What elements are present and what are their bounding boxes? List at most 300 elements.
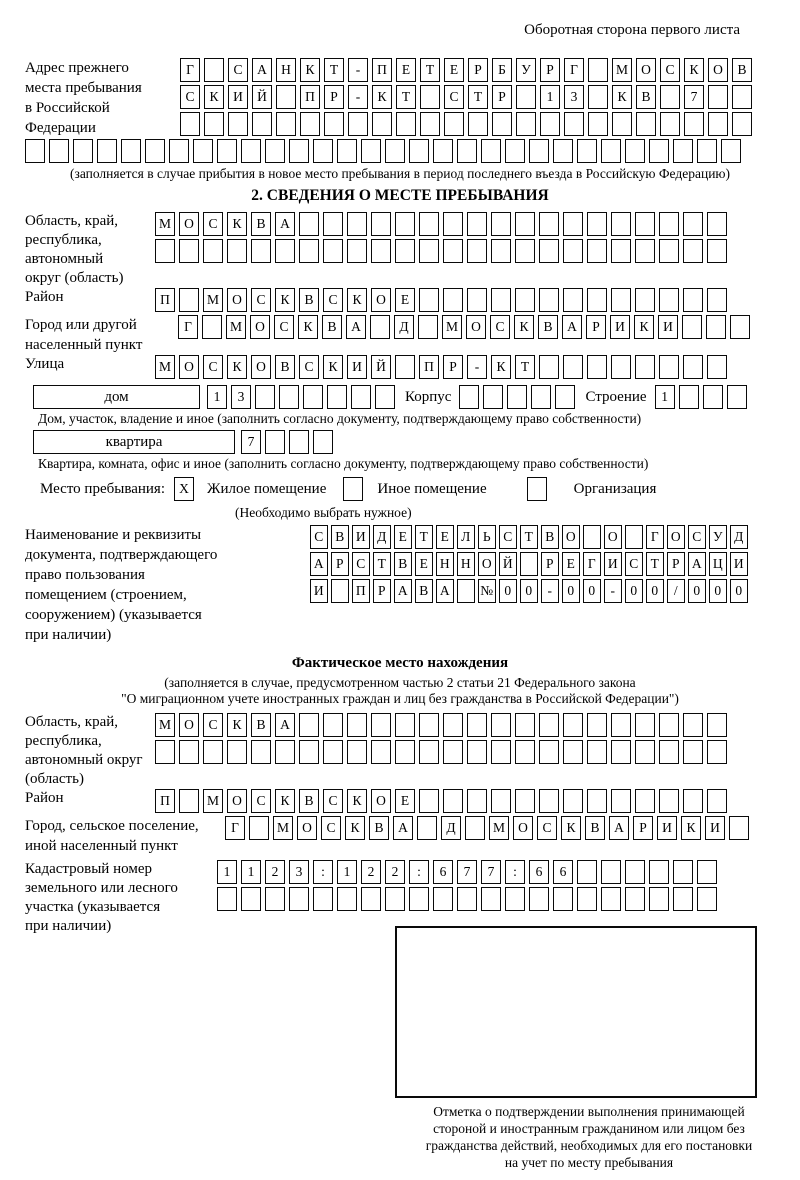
char-box[interactable] <box>443 789 463 813</box>
char-box[interactable]: Й <box>252 85 272 109</box>
char-box[interactable]: К <box>275 789 295 813</box>
char-box[interactable] <box>443 740 463 764</box>
char-box[interactable]: Г <box>583 552 601 576</box>
char-box[interactable] <box>611 740 631 764</box>
char-box[interactable] <box>553 139 573 163</box>
char-box[interactable]: Б <box>492 58 512 82</box>
char-box[interactable] <box>249 816 269 840</box>
char-box[interactable]: С <box>310 525 328 549</box>
char-box[interactable]: К <box>300 58 320 82</box>
char-box[interactable] <box>732 112 752 136</box>
char-box[interactable] <box>217 887 237 911</box>
char-box[interactable] <box>697 139 717 163</box>
char-box[interactable]: О <box>251 355 271 379</box>
char-box[interactable] <box>683 789 703 813</box>
char-box[interactable] <box>563 288 583 312</box>
char-box[interactable] <box>588 58 608 82</box>
char-box[interactable] <box>491 239 511 263</box>
char-box[interactable] <box>491 740 511 764</box>
char-box[interactable]: 1 <box>217 860 237 884</box>
char-box[interactable]: Г <box>180 58 200 82</box>
char-box[interactable]: О <box>478 552 496 576</box>
char-box[interactable]: Р <box>324 85 344 109</box>
char-box[interactable] <box>659 713 679 737</box>
char-box[interactable]: 7 <box>684 85 704 109</box>
char-box[interactable] <box>516 85 536 109</box>
char-box[interactable] <box>563 212 583 236</box>
char-box[interactable]: О <box>513 816 533 840</box>
char-box[interactable] <box>660 112 680 136</box>
char-box[interactable]: К <box>681 816 701 840</box>
char-box[interactable]: К <box>612 85 632 109</box>
char-box[interactable] <box>275 239 295 263</box>
char-box[interactable] <box>443 288 463 312</box>
char-box[interactable] <box>443 212 463 236</box>
char-box[interactable] <box>515 740 535 764</box>
char-box[interactable]: - <box>348 85 368 109</box>
char-box[interactable] <box>467 789 487 813</box>
char-box[interactable]: Г <box>646 525 664 549</box>
char-box[interactable]: С <box>323 789 343 813</box>
char-box[interactable]: К <box>298 315 318 339</box>
char-box[interactable] <box>682 315 702 339</box>
char-box[interactable]: В <box>541 525 559 549</box>
char-box[interactable] <box>351 385 371 409</box>
char-box[interactable]: : <box>505 860 525 884</box>
char-box[interactable]: С <box>203 355 223 379</box>
char-box[interactable]: О <box>227 288 247 312</box>
char-box[interactable] <box>587 740 607 764</box>
char-box[interactable] <box>577 860 597 884</box>
char-box[interactable] <box>625 887 645 911</box>
char-box[interactable] <box>563 239 583 263</box>
char-box[interactable] <box>251 740 271 764</box>
char-box[interactable] <box>155 239 175 263</box>
char-box[interactable] <box>516 112 536 136</box>
char-box[interactable]: А <box>252 58 272 82</box>
char-box[interactable] <box>529 887 549 911</box>
char-box[interactable] <box>635 212 655 236</box>
char-box[interactable]: И <box>228 85 248 109</box>
char-box[interactable]: М <box>489 816 509 840</box>
char-box[interactable]: - <box>467 355 487 379</box>
char-box[interactable]: 7 <box>241 430 261 454</box>
char-box[interactable]: С <box>537 816 557 840</box>
char-box[interactable]: 0 <box>499 579 517 603</box>
char-box[interactable] <box>635 740 655 764</box>
char-box[interactable] <box>520 552 538 576</box>
char-box[interactable] <box>179 239 199 263</box>
char-box[interactable] <box>721 139 741 163</box>
char-box[interactable]: О <box>667 525 685 549</box>
char-box[interactable] <box>539 740 559 764</box>
char-box[interactable]: Н <box>276 58 296 82</box>
char-box[interactable]: О <box>708 58 728 82</box>
char-box[interactable]: О <box>227 789 247 813</box>
char-box[interactable]: К <box>323 355 343 379</box>
char-box[interactable] <box>555 385 575 409</box>
char-box[interactable] <box>348 112 368 136</box>
char-box[interactable]: М <box>203 288 223 312</box>
char-box[interactable]: Д <box>394 315 414 339</box>
char-box[interactable] <box>625 525 643 549</box>
char-box[interactable]: К <box>347 288 367 312</box>
char-box[interactable] <box>385 887 405 911</box>
char-box[interactable]: К <box>345 816 365 840</box>
char-box[interactable]: С <box>228 58 248 82</box>
char-box[interactable]: Р <box>541 552 559 576</box>
char-box[interactable]: С <box>499 525 517 549</box>
char-box[interactable] <box>25 139 45 163</box>
char-box[interactable]: А <box>562 315 582 339</box>
char-box[interactable] <box>331 579 349 603</box>
char-box[interactable]: Е <box>436 525 454 549</box>
char-box[interactable]: К <box>204 85 224 109</box>
char-box[interactable] <box>347 713 367 737</box>
char-box[interactable]: К <box>684 58 704 82</box>
char-box[interactable] <box>587 212 607 236</box>
char-box[interactable] <box>265 887 285 911</box>
char-box[interactable]: Н <box>457 552 475 576</box>
char-box[interactable]: Ь <box>478 525 496 549</box>
char-box[interactable] <box>323 212 343 236</box>
char-box[interactable]: 0 <box>562 579 580 603</box>
char-box[interactable] <box>673 887 693 911</box>
char-box[interactable] <box>515 239 535 263</box>
char-box[interactable] <box>361 887 381 911</box>
char-box[interactable] <box>337 887 357 911</box>
char-box[interactable]: Г <box>178 315 198 339</box>
char-box[interactable] <box>323 239 343 263</box>
char-box[interactable]: В <box>585 816 605 840</box>
char-box[interactable] <box>730 315 750 339</box>
char-box[interactable]: С <box>180 85 200 109</box>
char-box[interactable] <box>371 713 391 737</box>
char-box[interactable] <box>276 112 296 136</box>
char-box[interactable] <box>371 239 391 263</box>
char-box[interactable] <box>679 385 699 409</box>
char-box[interactable] <box>539 355 559 379</box>
char-box[interactable] <box>217 139 237 163</box>
char-box[interactable]: К <box>227 212 247 236</box>
char-box[interactable] <box>467 212 487 236</box>
char-box[interactable] <box>564 112 584 136</box>
char-box[interactable]: И <box>352 525 370 549</box>
char-box[interactable] <box>505 139 525 163</box>
char-box[interactable] <box>419 212 439 236</box>
char-box[interactable] <box>179 789 199 813</box>
char-box[interactable]: В <box>251 713 271 737</box>
char-box[interactable]: О <box>371 288 391 312</box>
char-box[interactable]: А <box>393 816 413 840</box>
char-box[interactable] <box>299 239 319 263</box>
char-box[interactable]: В <box>331 525 349 549</box>
char-box[interactable] <box>347 740 367 764</box>
char-box[interactable] <box>276 85 296 109</box>
char-box[interactable]: В <box>299 288 319 312</box>
char-box[interactable] <box>659 288 679 312</box>
char-box[interactable]: Р <box>443 355 463 379</box>
char-box[interactable] <box>697 860 717 884</box>
char-box[interactable]: К <box>227 355 247 379</box>
char-box[interactable] <box>515 288 535 312</box>
char-box[interactable] <box>467 288 487 312</box>
char-box[interactable]: Р <box>468 58 488 82</box>
char-box[interactable] <box>703 385 723 409</box>
char-box[interactable] <box>97 139 117 163</box>
char-box[interactable]: Г <box>225 816 245 840</box>
char-box[interactable] <box>659 239 679 263</box>
char-box[interactable]: 1 <box>655 385 675 409</box>
char-box[interactable] <box>337 139 357 163</box>
char-box[interactable]: С <box>490 315 510 339</box>
char-box[interactable] <box>227 239 247 263</box>
char-box[interactable] <box>255 385 275 409</box>
char-box[interactable]: Т <box>415 525 433 549</box>
char-box[interactable]: С <box>321 816 341 840</box>
char-box[interactable]: К <box>372 85 392 109</box>
char-box[interactable] <box>313 887 333 911</box>
char-box[interactable] <box>419 713 439 737</box>
char-box[interactable] <box>289 139 309 163</box>
char-box[interactable]: Н <box>436 552 454 576</box>
char-box[interactable]: И <box>730 552 748 576</box>
char-box[interactable] <box>601 887 621 911</box>
char-box[interactable]: О <box>297 816 317 840</box>
char-box[interactable] <box>577 139 597 163</box>
char-box[interactable] <box>660 85 680 109</box>
char-box[interactable] <box>697 887 717 911</box>
char-box[interactable] <box>507 385 527 409</box>
checkbox-zhiloe-pomeshchenie[interactable]: X <box>174 477 194 501</box>
char-box[interactable]: О <box>604 525 622 549</box>
char-box[interactable] <box>313 430 333 454</box>
char-box[interactable] <box>299 212 319 236</box>
char-box[interactable] <box>587 239 607 263</box>
char-box[interactable]: 7 <box>457 860 477 884</box>
char-box[interactable]: И <box>310 579 328 603</box>
char-box[interactable]: В <box>394 552 412 576</box>
char-box[interactable]: М <box>155 713 175 737</box>
char-box[interactable] <box>684 112 704 136</box>
char-box[interactable] <box>491 212 511 236</box>
char-box[interactable] <box>505 887 525 911</box>
char-box[interactable]: 2 <box>385 860 405 884</box>
char-box[interactable]: Т <box>468 85 488 109</box>
char-box[interactable] <box>300 112 320 136</box>
char-box[interactable] <box>587 789 607 813</box>
char-box[interactable] <box>73 139 93 163</box>
char-box[interactable]: Г <box>564 58 584 82</box>
char-box[interactable] <box>625 860 645 884</box>
char-box[interactable]: - <box>348 58 368 82</box>
char-box[interactable]: Ц <box>709 552 727 576</box>
char-box[interactable]: П <box>372 58 392 82</box>
char-box[interactable] <box>706 315 726 339</box>
char-box[interactable]: О <box>636 58 656 82</box>
char-box[interactable] <box>588 112 608 136</box>
char-box[interactable] <box>265 430 285 454</box>
char-box[interactable]: В <box>636 85 656 109</box>
char-box[interactable]: О <box>179 212 199 236</box>
char-box[interactable]: В <box>538 315 558 339</box>
char-box[interactable] <box>635 713 655 737</box>
char-box[interactable] <box>372 112 392 136</box>
char-box[interactable] <box>409 887 429 911</box>
char-box[interactable]: К <box>275 288 295 312</box>
char-box[interactable]: К <box>227 713 247 737</box>
char-box[interactable] <box>673 860 693 884</box>
char-box[interactable]: И <box>705 816 725 840</box>
char-box[interactable] <box>540 112 560 136</box>
char-box[interactable] <box>577 887 597 911</box>
char-box[interactable]: Д <box>373 525 391 549</box>
char-box[interactable]: П <box>352 579 370 603</box>
char-box[interactable] <box>457 579 475 603</box>
char-box[interactable] <box>491 713 511 737</box>
char-box[interactable]: А <box>275 713 295 737</box>
char-box[interactable]: П <box>300 85 320 109</box>
char-box[interactable] <box>289 430 309 454</box>
char-box[interactable]: П <box>419 355 439 379</box>
char-box[interactable] <box>303 385 323 409</box>
char-box[interactable]: Р <box>633 816 653 840</box>
char-box[interactable]: Р <box>540 58 560 82</box>
char-box[interactable] <box>395 740 415 764</box>
char-box[interactable]: С <box>688 525 706 549</box>
char-box[interactable] <box>443 239 463 263</box>
char-box[interactable] <box>673 139 693 163</box>
char-box[interactable] <box>409 139 429 163</box>
char-box[interactable]: И <box>347 355 367 379</box>
char-box[interactable]: Т <box>515 355 535 379</box>
char-box[interactable]: А <box>609 816 629 840</box>
char-box[interactable]: 0 <box>688 579 706 603</box>
char-box[interactable]: К <box>491 355 511 379</box>
char-box[interactable]: И <box>610 315 630 339</box>
char-box[interactable]: К <box>561 816 581 840</box>
char-box[interactable]: П <box>155 789 175 813</box>
char-box[interactable] <box>465 816 485 840</box>
char-box[interactable]: С <box>444 85 464 109</box>
char-box[interactable] <box>539 239 559 263</box>
char-box[interactable]: С <box>203 713 223 737</box>
char-box[interactable]: 0 <box>583 579 601 603</box>
char-box[interactable]: О <box>562 525 580 549</box>
char-box[interactable] <box>324 112 344 136</box>
char-box[interactable]: И <box>604 552 622 576</box>
char-box[interactable]: / <box>667 579 685 603</box>
char-box[interactable] <box>683 212 703 236</box>
char-box[interactable] <box>563 355 583 379</box>
char-box[interactable] <box>611 355 631 379</box>
char-box[interactable] <box>155 740 175 764</box>
char-box[interactable] <box>729 816 749 840</box>
char-box[interactable]: С <box>352 552 370 576</box>
char-box[interactable]: М <box>226 315 246 339</box>
char-box[interactable]: Й <box>371 355 391 379</box>
char-box[interactable] <box>515 789 535 813</box>
char-box[interactable]: : <box>409 860 429 884</box>
char-box[interactable] <box>492 112 512 136</box>
char-box[interactable]: Е <box>444 58 464 82</box>
char-box[interactable] <box>732 85 752 109</box>
char-box[interactable]: 0 <box>709 579 727 603</box>
char-box[interactable] <box>683 239 703 263</box>
char-box[interactable]: С <box>323 288 343 312</box>
char-box[interactable] <box>583 525 601 549</box>
char-box[interactable] <box>611 713 631 737</box>
char-box[interactable] <box>553 887 573 911</box>
char-box[interactable]: К <box>634 315 654 339</box>
char-box[interactable]: С <box>251 789 271 813</box>
char-box[interactable]: 3 <box>289 860 309 884</box>
char-box[interactable]: С <box>660 58 680 82</box>
char-box[interactable]: В <box>251 212 271 236</box>
char-box[interactable] <box>683 288 703 312</box>
char-box[interactable]: Й <box>499 552 517 576</box>
char-box[interactable]: 0 <box>646 579 664 603</box>
char-box[interactable]: М <box>612 58 632 82</box>
char-box[interactable] <box>203 740 223 764</box>
char-box[interactable]: М <box>442 315 462 339</box>
char-box[interactable] <box>227 740 247 764</box>
char-box[interactable] <box>299 740 319 764</box>
char-box[interactable] <box>531 385 551 409</box>
char-box[interactable]: К <box>347 789 367 813</box>
char-box[interactable] <box>563 713 583 737</box>
char-box[interactable] <box>707 355 727 379</box>
char-box[interactable] <box>649 139 669 163</box>
char-box[interactable]: Р <box>331 552 349 576</box>
char-box[interactable] <box>467 740 487 764</box>
char-box[interactable] <box>649 860 669 884</box>
char-box[interactable]: 1 <box>241 860 261 884</box>
char-box[interactable] <box>481 139 501 163</box>
char-box[interactable] <box>179 288 199 312</box>
char-box[interactable]: 0 <box>520 579 538 603</box>
char-box[interactable]: А <box>394 579 412 603</box>
char-box[interactable] <box>289 887 309 911</box>
char-box[interactable]: В <box>322 315 342 339</box>
char-box[interactable]: К <box>514 315 534 339</box>
char-box[interactable] <box>707 212 727 236</box>
char-box[interactable]: Р <box>586 315 606 339</box>
char-box[interactable]: Д <box>730 525 748 549</box>
char-box[interactable] <box>707 288 727 312</box>
char-box[interactable]: 3 <box>564 85 584 109</box>
char-box[interactable]: В <box>369 816 389 840</box>
char-box[interactable]: Т <box>324 58 344 82</box>
char-box[interactable] <box>371 212 391 236</box>
char-box[interactable] <box>145 139 165 163</box>
char-box[interactable]: 1 <box>207 385 227 409</box>
char-box[interactable] <box>323 713 343 737</box>
char-box[interactable] <box>539 713 559 737</box>
char-box[interactable] <box>468 112 488 136</box>
char-box[interactable] <box>418 315 438 339</box>
char-box[interactable] <box>635 288 655 312</box>
char-box[interactable]: М <box>203 789 223 813</box>
char-box[interactable] <box>659 212 679 236</box>
char-box[interactable]: У <box>516 58 536 82</box>
char-box[interactable]: У <box>709 525 727 549</box>
char-box[interactable] <box>457 887 477 911</box>
char-box[interactable]: Т <box>646 552 664 576</box>
char-box[interactable] <box>204 58 224 82</box>
char-box[interactable] <box>203 239 223 263</box>
char-box[interactable] <box>683 713 703 737</box>
